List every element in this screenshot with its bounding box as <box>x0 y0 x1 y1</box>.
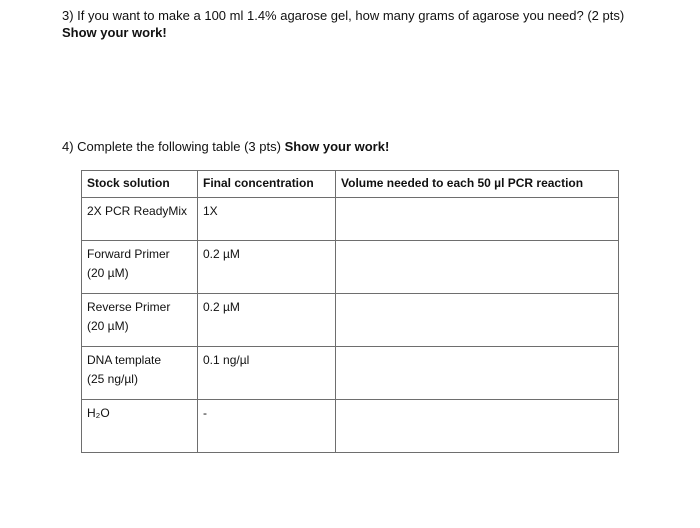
stock-concentration: (20 µM) <box>87 266 129 280</box>
table-row <box>82 347 619 400</box>
final-concentration-cell: 0.1 ng/µl <box>198 347 336 400</box>
stock-cell <box>82 198 198 241</box>
stock-cell <box>82 400 198 453</box>
table-row <box>82 400 619 453</box>
table-row <box>82 294 619 347</box>
final-concentration-cell: 0.2 µM <box>198 241 336 294</box>
table-row <box>82 241 619 294</box>
stock-cell <box>82 241 198 294</box>
volume-answer-cell[interactable] <box>336 400 619 453</box>
question-3 <box>62 7 682 41</box>
stock-cell <box>82 294 198 347</box>
stock-concentration: (25 ng/µl) <box>87 372 138 386</box>
stock-name: Forward Primer <box>87 247 170 261</box>
stock-concentration: (20 µM) <box>87 319 129 333</box>
header-final-concentration: Final concentration <box>198 171 336 198</box>
stock-name: Reverse Primer <box>87 300 171 314</box>
question-4 <box>62 138 389 155</box>
final-concentration-cell: 1X <box>198 198 336 241</box>
header-volume-needed: Volume needed to each 50 µl PCR reaction <box>336 171 619 198</box>
question-3-text: 3) If you want to make a 100 ml 1.4% agarose gel, how many grams of agarose you need? (2 pts) <box>62 8 625 23</box>
question-4-instruction: Show your work! <box>284 139 390 154</box>
stock-name: H₂O <box>87 406 110 420</box>
final-concentration-cell: 0.2 µM <box>198 294 336 347</box>
question-4-text: 4) Complete the following table (3 pts) <box>62 139 285 154</box>
volume-answer-cell[interactable] <box>336 241 619 294</box>
volume-answer-cell[interactable] <box>336 294 619 347</box>
stock-cell <box>82 347 198 400</box>
table-row <box>82 198 619 241</box>
stock-name: 2X PCR ReadyMix <box>87 204 188 218</box>
pcr-table <box>81 170 619 453</box>
header-stock-solution: Stock solution <box>82 171 198 198</box>
volume-answer-cell[interactable] <box>336 198 619 241</box>
stock-name: DNA template <box>87 353 162 367</box>
volume-answer-cell[interactable] <box>336 347 619 400</box>
final-concentration-cell: - <box>198 400 336 453</box>
question-3-instruction: Show your work! <box>62 25 167 40</box>
table-header-row <box>82 171 619 198</box>
